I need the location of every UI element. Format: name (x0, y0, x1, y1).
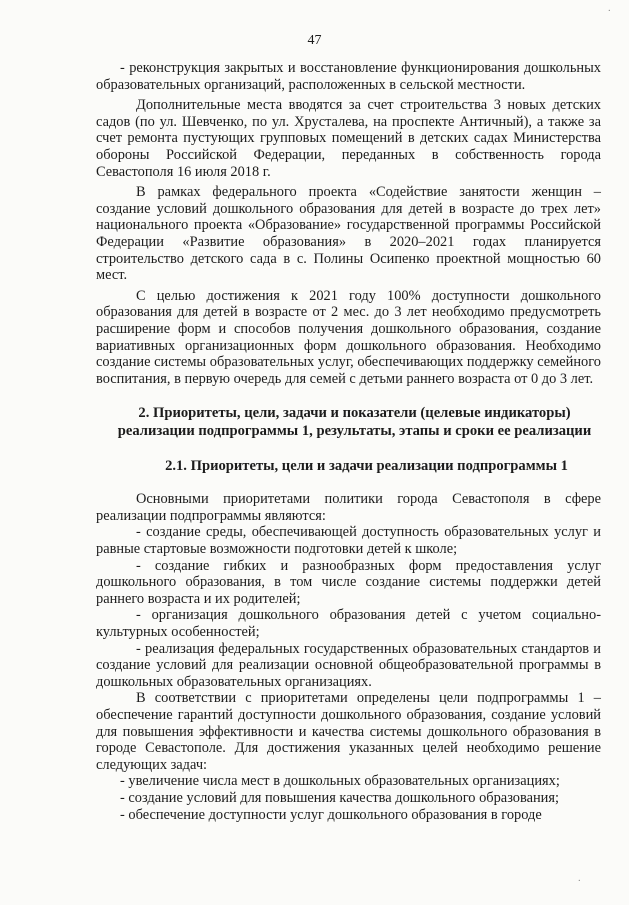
scan-mark: · (577, 876, 581, 887)
paragraph-priorities-intro: Основными приоритетами политики города Севастополя в сфере реализации подпрограммы являются: (96, 491, 601, 524)
list-item-priority: - реализация федеральных государственных образовательных стандартов и создание условий для реализации основной общеобразовательной программы в дошкольных образовательных организациях. (96, 640, 601, 690)
list-item-task: - обеспечение доступности услуг дошкольного образования в городе (120, 806, 542, 823)
list-item-priority: - создание гибких и разнообразных форм предоставления услуг дошкольного образования, в том числе создание системы поддержки детей раннего возраста и их родителей; (96, 557, 601, 607)
paragraph-reconstruction: - реконструкция закрытых и восстановление функционирования дошкольных образовательных организаций, расположенных в сельской местности. (96, 60, 601, 93)
paragraph-accessibility-goal: С целью достижения к 2021 году 100% доступности дошкольного образования для детей в возрасте от 2 мес. до 3 лет необходимо предусмотреть расширение форм и способов получения дошкольного образования, создание вариативных организационных форм дошкольного образования. Необходимо создание системы образовательных услуг, обеспечивающих поддержку семейного воспитания, в первую очередь для семей с детьми раннего возраста от 0 до 3 лет. (96, 287, 601, 387)
list-item-task: - создание условий для повышения качества дошкольного образования; (120, 789, 559, 806)
paragraph-additional-places: Дополнительные места вводятся за счет строительства 3 новых детских садов (по ул. Шевченко, по ул. Хрусталева, на проспекте Античный), а также за счет ремонта пустующих групповых помещений в детских садах Министерства обороны Российской Федерации, переданных в собственность города Севастополя 16 июля 2018 г. (96, 97, 601, 180)
scan-mark: · (607, 6, 611, 17)
document-body (96, 60, 601, 823)
page-number: 47 (307, 33, 322, 48)
list-item-task: - увеличение числа мест в дошкольных образовательных организациях; (120, 773, 560, 790)
subsection-title: 2.1. Приоритеты, цели и задачи реализации подпрограммы 1 (165, 458, 568, 475)
paragraph-goals: В соответствии с приоритетами определены цели подпрограммы 1 – обеспечение гарантий доступности дошкольного образования, создание условий для повышения эффективности и качества системы дошкольного образования в городе Севастополе. Для достижения указанных целей необходимо решение следующих задач: (96, 690, 601, 773)
paragraph-federal-project: В рамках федерального проекта «Содействие занятости женщин – создание условий дошкольного образования для детей в возрасте до трех лет» национального проекта «Образование» государственной программы Российской Федерации «Развитие образования» в 2020–2021 годах планируется строительство детского сада в с. Полины Осипенко проектной мощностью 60 мест. (96, 184, 601, 284)
list-item-priority: - создание среды, обеспечивающей доступность образовательных услуг и равные стартовые возможности подготовки детей к школе; (96, 524, 601, 558)
list-item-priority: - организация дошкольного образования детей с учетом социально-культурных особенностей; (96, 607, 601, 641)
section-title: 2. Приоритеты, цели, задачи и показатели (целевые индикаторы) реализации подпрограммы 1, результаты, этапы и сроки ее реализации (117, 405, 592, 439)
